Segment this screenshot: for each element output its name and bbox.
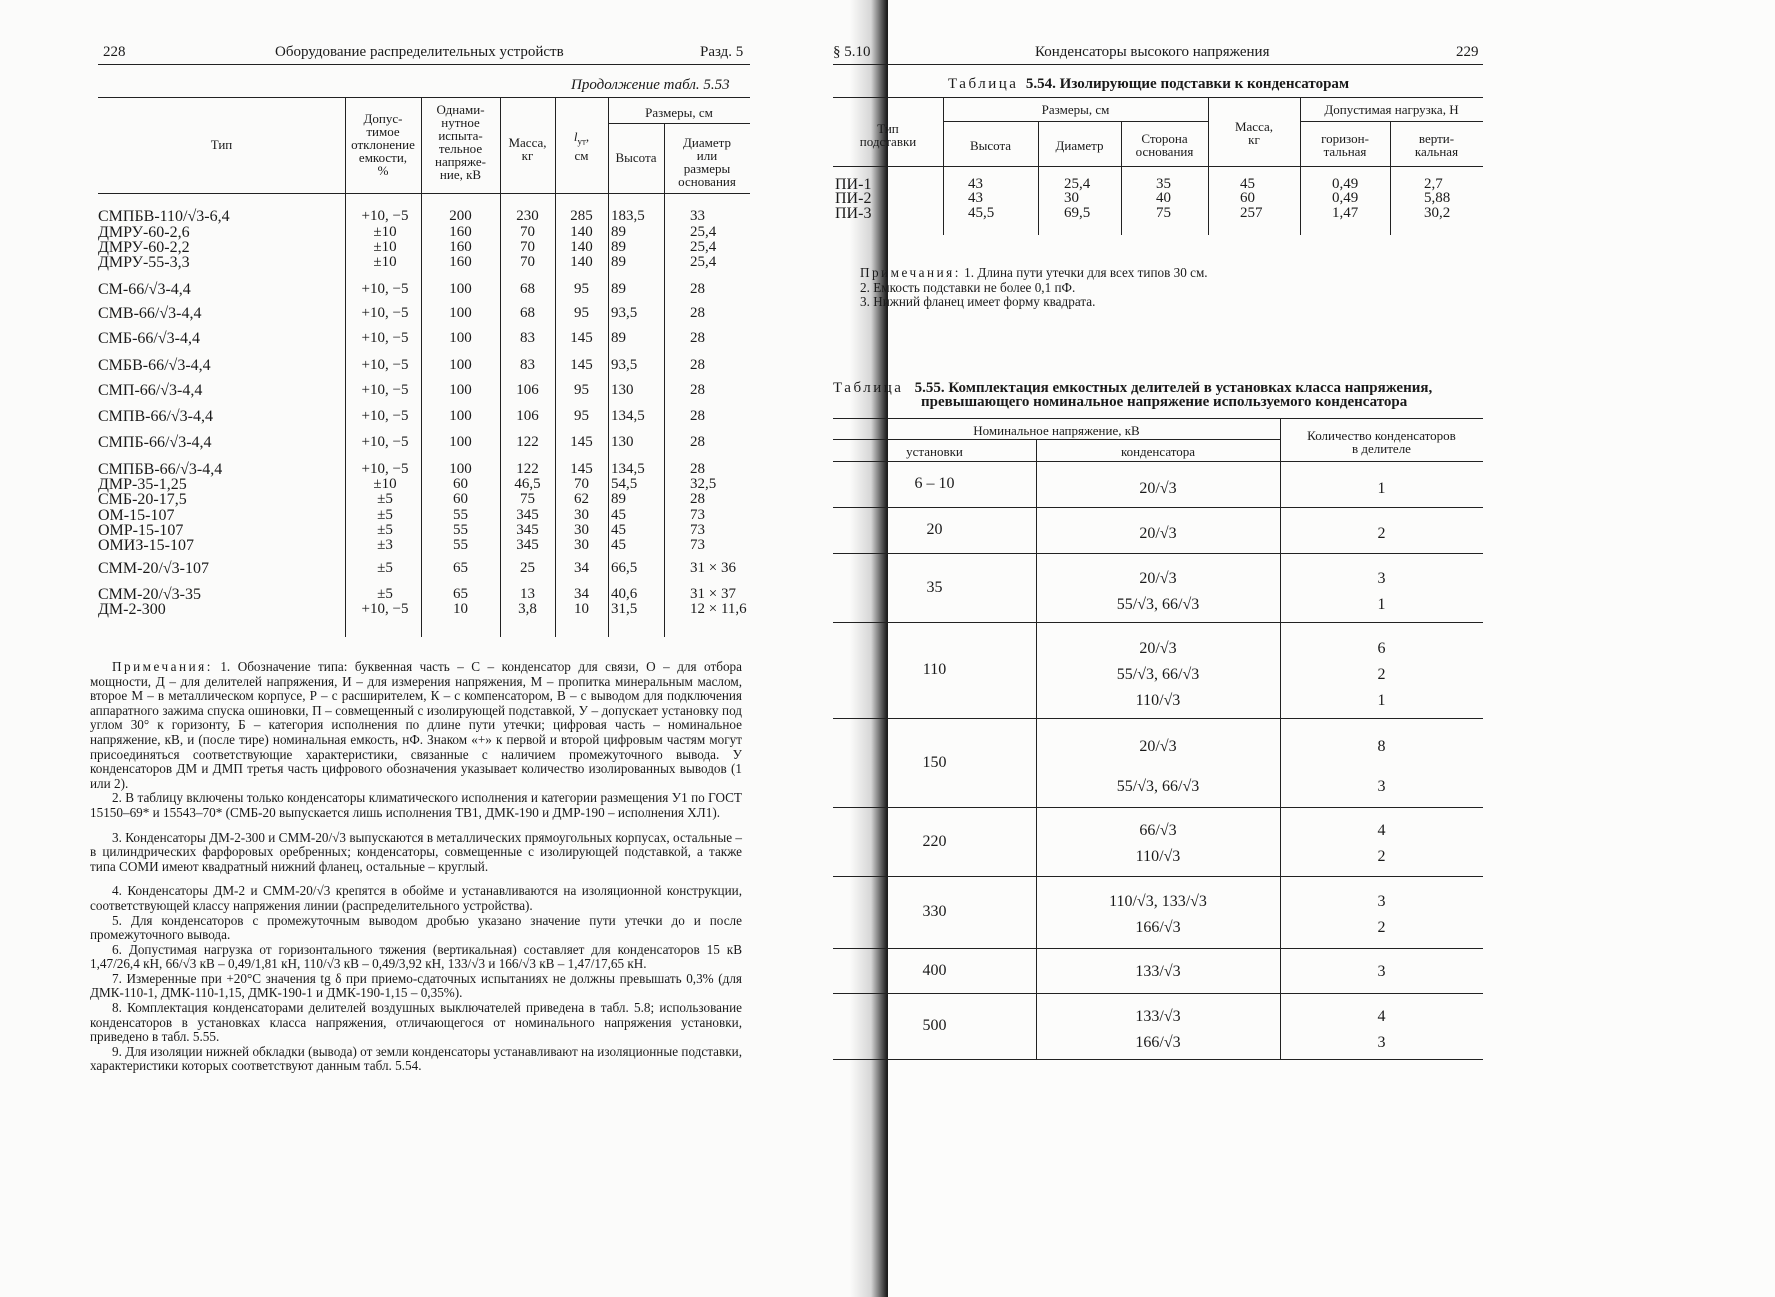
- cell-type: СМПБВ-66/√3-4,4: [98, 461, 223, 478]
- cell-test-voltage: 65: [453, 586, 468, 602]
- cell-diameter: 32,5: [690, 476, 717, 492]
- cell-diameter: 31 × 37: [690, 586, 736, 602]
- note-paragraph: 3. Конденсаторы ДМ-2-300 и СММ-20/√3 выпускаются в металлических прямоугольных корпусах, остальные – в цилиндрических фарфоровых оребренных; конденсаторы, совмещенные с изолирующей подставкой, а также типа СОМИ имеют квадратный нижний фланец, остальные – круглый.: [90, 829, 742, 874]
- cell-diameter: 28: [690, 357, 705, 373]
- header-type: Тип: [210, 137, 233, 152]
- cell-height: 54,5: [611, 476, 638, 492]
- header-dims: Размеры, см: [1041, 102, 1110, 117]
- cell-type: ДМ-2-300: [98, 601, 166, 618]
- cell-diameter: 33: [690, 208, 705, 224]
- cell-capacitor: 133/√3: [1135, 1008, 1181, 1025]
- cell-height: 45: [611, 507, 626, 523]
- note-paragraph: 5. Для конденсаторов с промежуточным выводом дробью указано значение пути утечки до и после промежуточного вывода.: [90, 912, 742, 943]
- notes-5-54: [860, 266, 1208, 310]
- cell-capacitor: 133/√3: [1135, 963, 1181, 980]
- cell-count: 1: [1377, 596, 1386, 613]
- cell-type: СММ-20/√3-35: [98, 586, 202, 603]
- cell-test-voltage: 100: [449, 281, 472, 297]
- cell-tolerance: ±5: [377, 507, 393, 523]
- cell-mass: 106: [516, 382, 539, 398]
- cell-mass: 25: [520, 560, 535, 576]
- cell-leak: 62: [574, 491, 589, 507]
- cell-installation: 150: [922, 753, 947, 771]
- cell-test-voltage: 100: [449, 434, 472, 450]
- cell-capacitor: 20/√3: [1139, 525, 1177, 542]
- cell-diameter: 73: [690, 522, 705, 538]
- cell-diameter: 25,4: [690, 224, 717, 240]
- cell-mass: 45: [1240, 176, 1255, 192]
- cell-test-voltage: 200: [449, 208, 472, 224]
- header-dims: Размеры, см: [645, 105, 713, 120]
- table-5-55-caption-1: Таблица 5.55. Комплектация емкостных делителей в установках класса напряжения,: [833, 380, 1433, 396]
- section-label: Разд. 5: [700, 44, 744, 60]
- cell-mass: 345: [516, 522, 539, 538]
- cell-type: ПИ-2: [835, 190, 872, 207]
- cell-diameter: 25,4: [690, 254, 717, 270]
- cell-type: СМП-66/√3-4,4: [98, 382, 203, 399]
- cell-diameter: 25,4: [690, 239, 717, 255]
- cell-height: 93,5: [611, 305, 638, 321]
- cell-tolerance: ±10: [373, 476, 397, 492]
- cell-capacitor: 166/√3: [1135, 1034, 1181, 1051]
- cell-mass: 83: [520, 330, 535, 346]
- cell-leak: 140: [570, 224, 593, 240]
- cell-capacitor: 110/√3: [1135, 848, 1181, 865]
- cell-type: СМБ-66/√3-4,4: [98, 330, 200, 347]
- cell-installation: 400: [922, 961, 947, 979]
- cell-mass: 122: [516, 461, 539, 477]
- header-height: Высота: [615, 150, 657, 165]
- cell-type: ДМРУ-60-2,2: [98, 239, 190, 256]
- cell-diameter: 28: [690, 281, 705, 297]
- cell-diameter: 73: [690, 507, 705, 523]
- cell-leak: 145: [570, 434, 593, 450]
- cell-test-voltage: 100: [449, 357, 472, 373]
- cell-type: ПИ-1: [835, 176, 872, 193]
- page-number: 229: [1456, 44, 1479, 60]
- cell-height: 43: [968, 176, 983, 192]
- cell-tolerance: +10, −5: [361, 434, 409, 450]
- cell-side: 35: [1156, 176, 1171, 192]
- cell-type: СМБВ-66/√3-4,4: [98, 357, 211, 374]
- cell-test-voltage: 160: [449, 239, 472, 255]
- cell-height: 130: [611, 434, 634, 450]
- cell-height: 134,5: [611, 408, 645, 424]
- cell-mass: 230: [516, 208, 539, 224]
- table-5-55-caption-2: превышающего номинальное напряжение используемого конденсатора: [921, 394, 1408, 410]
- header-vertical: верти- кальная: [1414, 131, 1459, 159]
- cell-count: 1: [1377, 692, 1386, 709]
- cell-count: 6: [1377, 640, 1386, 657]
- cell-diameter: 28: [690, 382, 705, 398]
- cell-height: 31,5: [611, 601, 638, 617]
- cell-test-voltage: 55: [453, 507, 468, 523]
- cell-installation: 110: [922, 661, 947, 678]
- cell-tolerance: ±5: [377, 491, 393, 507]
- cell-count: 8: [1377, 738, 1386, 755]
- cell-tolerance: +10, −5: [361, 408, 409, 424]
- cell-mass: 68: [520, 281, 535, 297]
- cell-leak: 34: [574, 560, 589, 576]
- note-line: 3. Нижний фланец имеет форму квадрата.: [860, 294, 1096, 309]
- cell-type: ДМРУ-55-3,3: [98, 254, 190, 271]
- cell-count: 3: [1377, 963, 1386, 980]
- cell-height: 66,5: [611, 560, 638, 576]
- cell-leak: 95: [574, 281, 589, 297]
- cell-capacitor: 20/√3: [1139, 570, 1177, 587]
- cell-diameter: 28: [690, 491, 705, 507]
- cell-leak: 140: [570, 254, 593, 270]
- cell-leak: 30: [574, 537, 589, 553]
- cell-installation: 6 – 10: [914, 475, 955, 492]
- cell-test-voltage: 60: [453, 476, 468, 492]
- cell-test-voltage: 65: [453, 560, 468, 576]
- header-type: Тип подставки: [859, 121, 917, 149]
- note-line: 2. Емкость подставки не более 0,1 пФ.: [860, 279, 1076, 295]
- left-page: [0, 0, 880, 1297]
- cell-count: 2: [1377, 919, 1386, 936]
- header-diameter: Диаметр или размеры основания: [678, 135, 736, 189]
- cell-mass: 83: [520, 357, 535, 373]
- cell-mass: 46,5: [514, 476, 541, 492]
- cell-test-voltage: 55: [453, 537, 468, 553]
- cell-mass: 13: [520, 586, 535, 602]
- cell-leak: 145: [570, 357, 593, 373]
- cell-capacitor: 66/√3: [1139, 822, 1177, 839]
- continuation-label: Продолжение табл. 5.53: [571, 77, 730, 93]
- cell-capacitor: 166/√3: [1135, 919, 1181, 936]
- cell-height: 89: [611, 254, 626, 270]
- cell-tolerance: +10, −5: [361, 461, 409, 477]
- cell-height: 183,5: [611, 208, 645, 224]
- cell-height: 43: [968, 190, 983, 206]
- cell-diameter: 28: [690, 305, 705, 321]
- cell-installation: 330: [922, 903, 947, 920]
- cell-count: 2: [1377, 525, 1386, 542]
- cell-count: 2: [1377, 666, 1386, 683]
- header-count: Количество конденсаторов в делителе: [1307, 428, 1456, 456]
- note-paragraph: 8. Комплектация конденсаторами делителей воздушных выключателей приведена в табл. 5.8; использование конденсаторов в установках класса напряжения, отличающегося от номинального напряжения установки, приведено в табл. 5.55.: [90, 1000, 742, 1045]
- cell-installation: 35: [926, 578, 943, 596]
- cell-mass: 70: [520, 254, 535, 270]
- header-capacitor: конденсатора: [1120, 444, 1196, 459]
- cell-leak: 145: [570, 461, 593, 477]
- cell-tolerance: +10, −5: [361, 382, 409, 398]
- cell-mass: 68: [520, 305, 535, 321]
- header-nominal: Номинальное напряжение, кВ: [973, 423, 1140, 438]
- cell-tolerance: ±10: [373, 224, 397, 240]
- header-installation: установки: [906, 444, 963, 459]
- header-mass: Масса, кг: [1234, 119, 1274, 147]
- cell-type: ОМИЗ-15-107: [98, 537, 195, 554]
- header-diameter: Диаметр: [1055, 138, 1104, 153]
- cell-diameter: 31 × 36: [690, 560, 736, 576]
- cell-height: 130: [611, 382, 634, 398]
- cell-mass: 257: [1240, 205, 1263, 221]
- cell-mass: 106: [516, 408, 539, 424]
- cell-test-voltage: 100: [449, 330, 472, 346]
- cell-diameter: 28: [690, 408, 705, 424]
- cell-test-voltage: 100: [449, 408, 472, 424]
- cell-tolerance: ±5: [377, 522, 393, 538]
- cell-horizontal: 0,49: [1332, 176, 1359, 192]
- section-label: § 5.10: [833, 44, 871, 60]
- note-paragraph: Примечания: 1. Обозначение типа: буквенная часть – С – конденсатор для связи, О – для отбора мощности, Д – для делителей напряжения, И – для измерения напряжения, М – пропитка минеральным маслом, второе М – в металлическом корпусе, Р – с расширителем, К – с компенсатором, В – с выводом для подключения аппаратного зажима спуска ошиновки, П – совмещенный с изолирующей подставкой, У – допускает установку под углом 30° к горизонту, Б – категория исполнения по длине пути утечки; цифровая часть – номинальное напряжение, кВ, и (после тире) номинальная емкость, нФ. Знаком «+» к первой и второй цифровым частям могут присоединяться соответствующие характеристики, связанные с наличием промежуточного вывода. У конденсаторов ДМ и ДМП третья часть цифрового обозначения указывает количество изолированных выводов (1 или 2).: [90, 659, 742, 791]
- cell-test-voltage: 100: [449, 461, 472, 477]
- cell-leak: 34: [574, 586, 589, 602]
- cell-type: СМПБ-66/√3-4,4: [98, 434, 212, 451]
- cell-height: 134,5: [611, 461, 645, 477]
- cell-type: ПИ-3: [835, 205, 872, 222]
- cell-tolerance: ±5: [377, 560, 393, 576]
- cell-height: 93,5: [611, 357, 638, 373]
- cell-test-voltage: 100: [449, 305, 472, 321]
- note-paragraph: 7. Измеренные при +20°С значения tg δ при приемо-сдаточных испытаниях не должны превышать 0,3% (для ДМК-110-1, ДМК-110-1,15, ДМК-190-1 и ДМК-190-1,15 – 0,35%).: [90, 970, 742, 1001]
- cell-height: 89: [611, 224, 626, 240]
- cell-diameter: 73: [690, 537, 705, 553]
- cell-leak: 30: [574, 522, 589, 538]
- cell-type: СМПВ-66/√3-4,4: [98, 408, 214, 425]
- cell-tolerance: +10, −5: [361, 601, 409, 617]
- cell-leak: 95: [574, 305, 589, 321]
- cell-mass: 122: [516, 434, 539, 450]
- cell-tolerance: ±10: [373, 254, 397, 270]
- cell-leak: 30: [574, 507, 589, 523]
- cell-leak: 140: [570, 239, 593, 255]
- cell-count: 3: [1377, 1034, 1386, 1051]
- cell-leak: 145: [570, 330, 593, 346]
- cell-mass: 75: [520, 491, 535, 507]
- cell-mass: 70: [520, 239, 535, 255]
- cell-tolerance: +10, −5: [361, 208, 409, 224]
- cell-count: 1: [1377, 480, 1386, 497]
- cell-side: 40: [1156, 190, 1171, 206]
- running-title: Оборудование распределительных устройств: [275, 44, 564, 60]
- cell-mass: 70: [520, 224, 535, 240]
- cell-tolerance: ±3: [377, 537, 393, 553]
- cell-height: 40,6: [611, 586, 638, 602]
- cell-capacitor: 20/√3: [1139, 480, 1177, 497]
- cell-capacitor: 110/√3, 133/√3: [1109, 893, 1207, 910]
- cell-capacitor: 110/√3: [1135, 692, 1181, 709]
- cell-installation: 20: [926, 521, 943, 538]
- table-5-54-caption: Таблица 5.54. Изолирующие подставки к конденсаторам: [948, 76, 1350, 92]
- cell-vertical: 2,7: [1424, 176, 1443, 192]
- header-load: Допустимая нагрузка, Н: [1324, 102, 1459, 117]
- cell-horizontal: 0,49: [1332, 190, 1359, 206]
- note-paragraph: 9. Для изоляции нижней обкладки (вывода) от земли конденсаторы устанавливают на изоляционные подставки, характеристики которых соответствуют данным табл. 5.54.: [90, 1043, 742, 1074]
- cell-capacitor: 20/√3: [1139, 640, 1177, 657]
- cell-side: 75: [1156, 205, 1171, 221]
- cell-leak: 10: [574, 601, 589, 617]
- cell-diameter: 28: [690, 330, 705, 346]
- cell-type: СММ-20/√3-107: [98, 560, 210, 577]
- note-paragraph: 6. Допустимая нагрузка от горизонтального тяжения (вертикальная) составляет для конденсаторов 15 кВ 1,47/26,4 кН, 66/√3 кВ – 0,49/1,81 кН, 110/√3 кВ – 0,49/3,92 кН, 133/√3 и 166/√3 кВ – 1,47/17,65 кН.: [90, 941, 742, 972]
- cell-type: СМВ-66/√3-4,4: [98, 305, 202, 322]
- cell-type: ДМР-35-1,25: [98, 476, 187, 493]
- cell-tolerance: +10, −5: [361, 281, 409, 297]
- cell-type: СМБ-20-17,5: [98, 491, 187, 508]
- cell-mass: 60: [1240, 190, 1255, 206]
- header-height: Высота: [969, 138, 1012, 153]
- cell-tolerance: ±5: [377, 586, 393, 602]
- cell-installation: 500: [922, 1017, 947, 1034]
- cell-count: 3: [1377, 570, 1386, 587]
- note-paragraph: 2. В таблицу включены только конденсаторы климатического исполнения и категории размещения У1 по ГОСТ 15150–69* и 15543–70* (СМБ-20 выпускается лишь исполнения ТВ1, ДМК-190 и ДМР-190 – исполнения ХЛ1).: [90, 790, 742, 820]
- page-number: 228: [103, 44, 126, 60]
- cell-vertical: 5,88: [1424, 190, 1451, 206]
- note-paragraph: 4. Конденсаторы ДМ-2 и СММ-20/√3 крепятся в обойме и устанавливаются на изоляционной конструкции, соответствующей классу напряжения линии (распределительного устройства).: [90, 883, 742, 913]
- cell-capacitor: 55/√3, 66/√3: [1116, 596, 1200, 613]
- cell-diameter: 28: [690, 434, 705, 450]
- cell-type: ДМРУ-60-2,6: [98, 224, 190, 241]
- cell-leak: 285: [570, 208, 593, 224]
- cell-height: 89: [611, 281, 626, 297]
- cell-test-voltage: 55: [453, 522, 468, 538]
- cell-capacitor: 55/√3, 66/√3: [1116, 778, 1200, 795]
- cell-test-voltage: 160: [449, 224, 472, 240]
- cell-count: 4: [1377, 822, 1386, 839]
- cell-vertical: 30,2: [1424, 205, 1451, 221]
- cell-diameter: 12 × 11,6: [690, 601, 747, 617]
- note-line: Примечания: 1. Длина пути утечки для всех типов 30 см.: [860, 265, 1208, 280]
- cell-mass: 345: [516, 537, 539, 553]
- cell-tolerance: +10, −5: [361, 330, 409, 346]
- cell-count: 4: [1377, 1008, 1386, 1025]
- cell-diameter: 28: [690, 461, 705, 477]
- right-page: [833, 0, 1775, 1297]
- cell-type: СМПБВ-110/√3-6,4: [98, 208, 230, 225]
- cell-tolerance: ±10: [373, 239, 397, 255]
- cell-capacitor: 55/√3, 66/√3: [1116, 666, 1200, 683]
- cell-installation: 220: [922, 832, 947, 850]
- cell-type: ОМР-15-107: [98, 522, 184, 539]
- cell-test-voltage: 160: [449, 254, 472, 270]
- cell-diameter: 69,5: [1064, 205, 1091, 221]
- cell-horizontal: 1,47: [1332, 205, 1359, 221]
- cell-mass: 3,8: [518, 601, 537, 617]
- cell-tolerance: +10, −5: [361, 357, 409, 373]
- header-mass: Масса, кг: [508, 135, 547, 163]
- cell-test-voltage: 100: [449, 382, 472, 398]
- cell-type: ОМ-15-107: [98, 507, 175, 524]
- cell-height: 45: [611, 522, 626, 538]
- header-tolerance: Допус- тимое отклонение емкости, %: [351, 111, 415, 178]
- cell-tolerance: +10, −5: [361, 305, 409, 321]
- cell-height: 89: [611, 330, 626, 346]
- cell-count: 2: [1377, 848, 1386, 865]
- running-title: Конденсаторы высокого напряжения: [1035, 44, 1270, 60]
- header-horizontal: горизон- тальная: [1321, 131, 1369, 159]
- cell-mass: 345: [516, 507, 539, 523]
- cell-diameter: 30: [1064, 190, 1079, 206]
- cell-height: 89: [611, 491, 626, 507]
- header-side: Сторона основания: [1135, 131, 1194, 159]
- cell-capacitor: 20/√3: [1139, 738, 1177, 755]
- cell-leak: 95: [574, 382, 589, 398]
- cell-height: 45,5: [968, 205, 995, 221]
- cell-type: СМ-66/√3-4,4: [98, 281, 191, 298]
- notes-5-53: [90, 660, 742, 1074]
- cell-leak: 70: [574, 476, 589, 492]
- cell-count: 3: [1377, 893, 1386, 910]
- header-leak: $l_{ут}$, см: [573, 129, 590, 163]
- cell-height: 45: [611, 537, 626, 553]
- header-test-voltage: Однами- нутное испыта- тельное напряже- ние, кВ: [435, 102, 486, 182]
- cell-height: 89: [611, 239, 626, 255]
- cell-count: 3: [1377, 778, 1386, 795]
- cell-test-voltage: 10: [453, 601, 468, 617]
- cell-leak: 95: [574, 408, 589, 424]
- cell-diameter: 25,4: [1064, 176, 1091, 192]
- cell-test-voltage: 60: [453, 491, 468, 507]
